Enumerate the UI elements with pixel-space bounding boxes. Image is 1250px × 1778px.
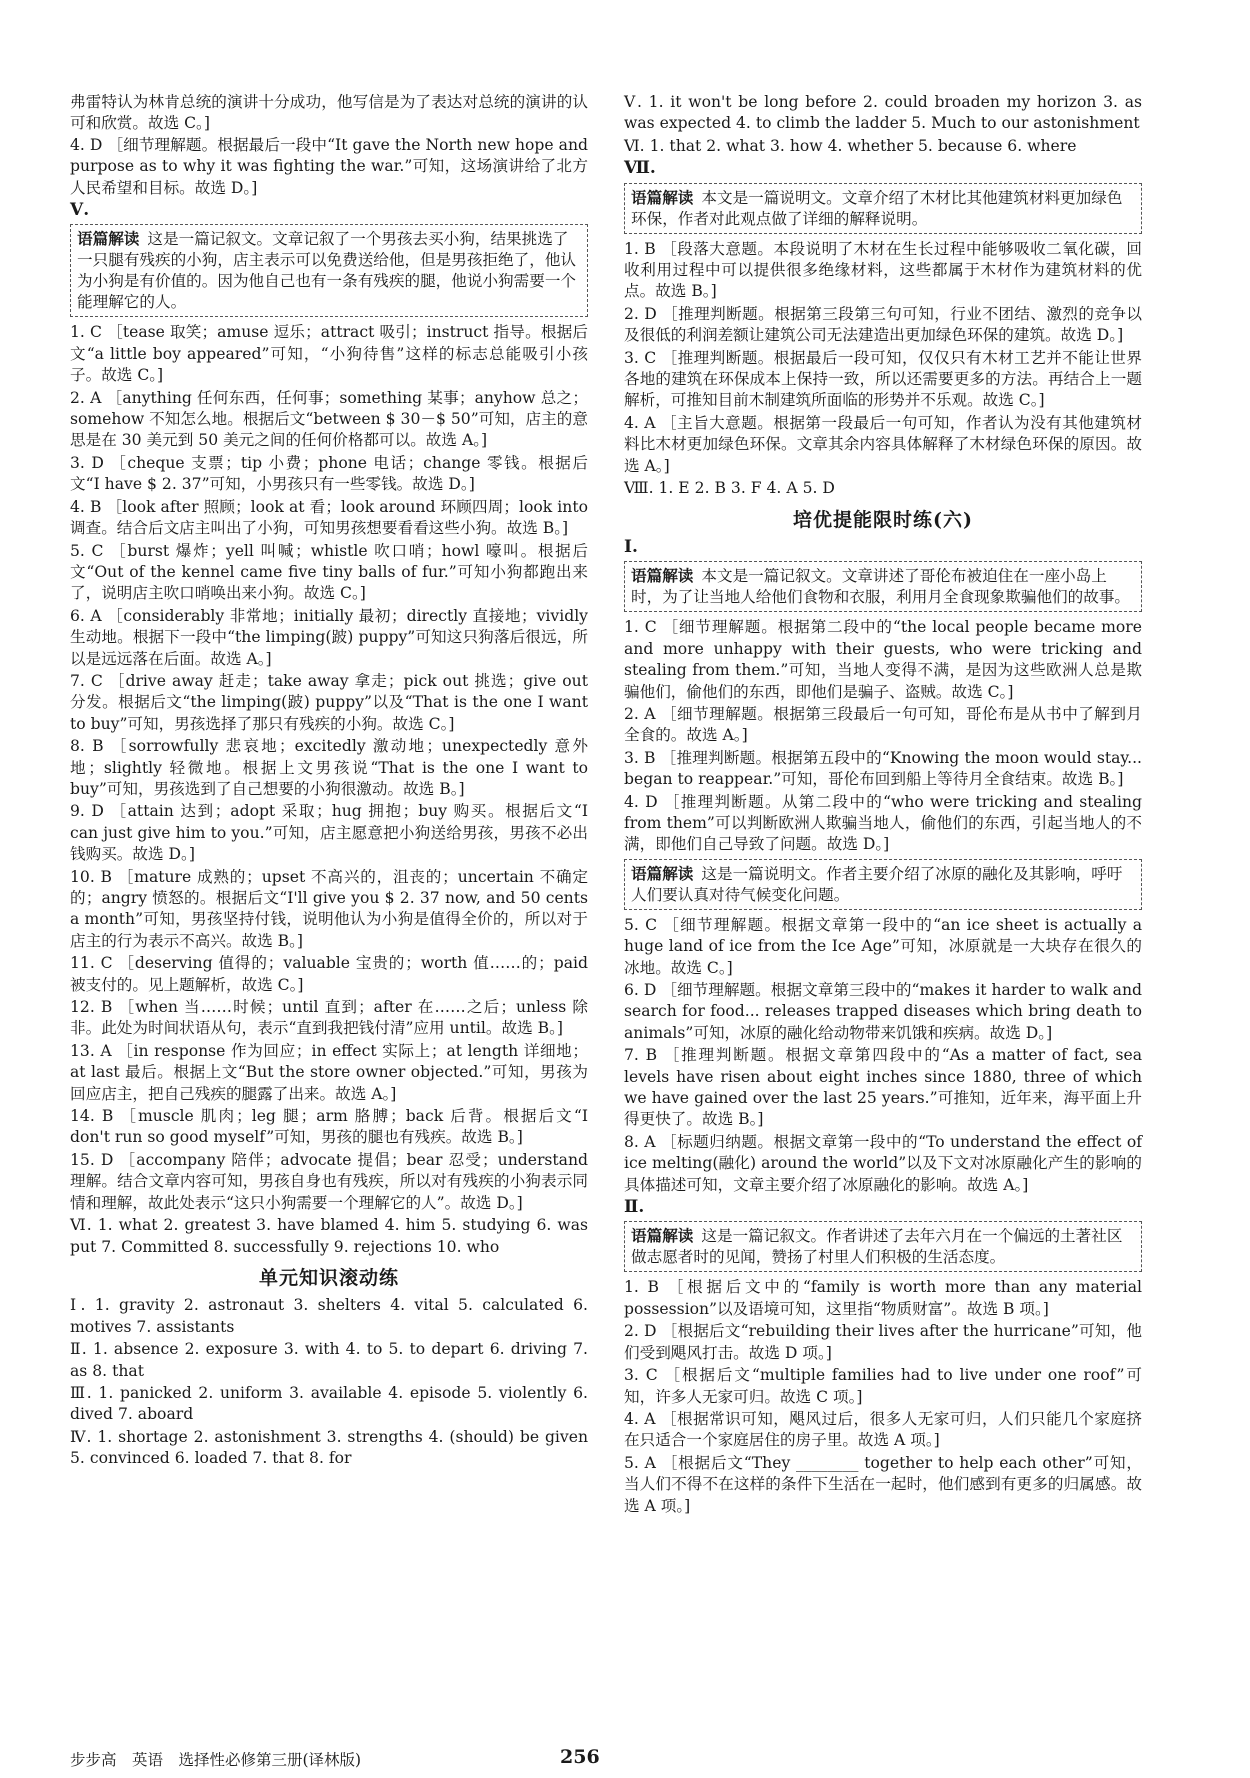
answer-list: Ⅲ. 1. panicked 2. uniform 3. available 4. episode 5. violently 6. dived 7. aboard	[70, 1383, 588, 1424]
answer-item: 3. B ［推理判断题。根据第五段中的“Knowing the moon would stay... began to reappear.”可知，哥伦布回到船上等待月全食结束。故选 B。]	[624, 748, 1142, 789]
reading-box	[624, 1221, 1142, 1272]
section-title: 培优提能限时练(六)	[793, 508, 973, 531]
answer-item: 8. B ［sorrowfully 悲哀地；excitedly 激动地；unexpectedly 意外地；slightly 轻微地。根据上文男孩说“That is the one I want to buy”可知，男孩选到了自己想要的小狗很激动。故选 B。]	[70, 737, 588, 798]
answer-list: Ⅷ. 1. E 2. B 3. F 4. A 5. D	[624, 479, 835, 498]
reading-box	[70, 224, 588, 317]
reading-label: 语篇解读	[631, 566, 694, 586]
answer-item: 1. B ［段落大意题。本段说明了木材在生长过程中能够吸收二氧化碳，回收利用过程中可以提供很多绝缘材料，这些都属于木材作为建筑材料的优点。故选 B。]	[624, 239, 1142, 301]
answer-item: 2. D ［根据后文“rebuilding their lives after the hurricane”可知，他们受到飓风打击。故选 D 项。]	[624, 1322, 1142, 1362]
page-footer	[70, 1748, 1180, 1772]
reading-box	[624, 859, 1142, 910]
answer-list: Ⅵ. 1. what 2. greatest 3. have blamed 4. him 5. studying 6. was put 7. Committed 8. successfully 9. rejections 10. who	[70, 1216, 588, 1256]
answer-item: 1. B ［根据后文中的“family is worth more than any material possession”以及语境可知，这里指“物质财富”。故选 B 项。]	[624, 1278, 1142, 1318]
answer-item: 1. C ［细节理解题。根据第二段中的“the local people became more and more unhappy with their guests, who were tricking and stealing from them.”可知，当地人变得不满，是因为这些欧洲人总是欺骗他们，偷他们的东西，即他们是骗子、盗贼。故选 C。]	[624, 618, 1142, 701]
reading-label: 语篇解读	[631, 187, 694, 207]
answer-item: 11. C ［deserving 值得的；valuable 宝贵的；worth 值……的；paid 被支付的。见上题解析，故选 C。]	[70, 954, 588, 994]
answer-item: 2. A ［anything 任何东西，任何事；something 某事；anyhow 总之；somehow 不知怎么地。根据后文“between $ 30－$ 50”可知，店主的意思是在 30 美元到 50 美元之间的任何价格都可以。故选 A。]	[70, 388, 588, 450]
section-heading: Ⅶ.	[624, 158, 656, 179]
answer-item: 7. C ［drive away 赶走；take away 拿走；pick out 挑选；give out 分发。根据后文“the limping(跛) puppy”以及“That is the one I want to buy”可知，男孩选择了那只有残疾的小狗。故选 C。]	[70, 671, 588, 733]
answer-item: 2. A ［细节理解题。根据第三段最后一句可知，哥伦布是从书中了解到月全食的。故选 A。]	[624, 704, 1142, 745]
answer-item: 5. C ［burst 爆炸；yell 叫喊；whistle 吹口哨；howl 嚎叫。根据后文“Out of the kennel came five tiny balls of fur.”可知小狗都跑出来了，说明店主吹口哨唤出来小狗。故选 C。]	[70, 541, 588, 603]
reading-box	[624, 183, 1142, 234]
section-heading: Ⅱ.	[624, 1197, 645, 1218]
answer-item: 5. A ［根据后文“They ________ together to help each other”可知，当人们不得不在这样的条件下生活在一起时，他们感到有更多的归属感。故选 A 项。]	[624, 1453, 1142, 1515]
answer-list: Ⅰ. 1. gravity 2. astronaut 3. shelters 4. vital 5. calculated 6. motives 7. assistants	[70, 1296, 588, 1336]
answer-list: Ⅵ. 1. that 2. what 3. how 4. whether 5. because 6. where	[624, 136, 1077, 155]
answer-item: 2. D ［推理判断题。根据第三段第三句可知，行业不团结、激烈的竞争以及很低的利润差额让建筑公司无法建造出更加绿色环保的建筑。故选 D。]	[624, 304, 1142, 345]
answer-item: 13. A ［in response 作为回应；in effect 实际上；at length 详细地；at last 最后。根据上文“But the store owner objected.”可知，男孩为回应店主，把自己残疾的腿露了出来。故选 A。]	[70, 1041, 588, 1103]
reading-text: 本文是一篇说明文。文章介绍了木材比其他建筑材料更加绿色环保，作者对此观点做了详细的解释说明。	[631, 188, 1123, 228]
answer-item: 4. A ［主旨大意题。根据第一段最后一句可知，作者认为没有其他建筑材料比木材更加绿色环保。文章其余内容具体解释了木材绿色环保的原因。故选 A。]	[624, 413, 1142, 475]
answer-item: 6. A ［considerably 非常地；initially 最初；directly 直接地；vividly 生动地。根据下一段中“the limping(跛) puppy”可知这只狗落后很远，所以是远远落在后面。故选 A。]	[70, 606, 588, 668]
left-column	[70, 92, 588, 1471]
answer-item: 4. B ［look after 照顾；look at 看；look around 环顾四周；look into 调查。结合后文店主叫出了小狗，可知男孩想要看看这些小狗。故选 B。]	[70, 497, 588, 538]
answer-item: 5. C ［细节理解题。根据文章第一段中的“an ice sheet is actually a huge land of ice from the Ice Age”可知，冰原就是一大块存在很久的冰地。故选 C。]	[624, 915, 1142, 977]
answer-list: Ⅱ. 1. absence 2. exposure 3. with 4. to 5. to depart 6. driving 7. as 8. that	[70, 1340, 588, 1380]
answer-item: 1. C ［tease 取笑；amuse 逗乐；attract 吸引；instruct 指导。根据后文“a little boy appeared”可知，“小狗待售”这样的标志总能吸引小孩子。故选 C。]	[70, 323, 588, 385]
answer-item: 6. D ［细节理解题。根据文章第三段中的“makes it harder to walk and search for food... releases trapped diseases which bring death to animals”可知，冰原的融化给动物带来饥饿和疾病。故选 D。]	[624, 981, 1142, 1042]
reading-label: 语篇解读	[631, 863, 694, 883]
answer-item: 3. C ［根据后文“multiple families had to live under one roof”可知，许多人无家可归。故选 C 项。]	[624, 1366, 1142, 1406]
answer-item: 15. D ［accompany 陪伴；advocate 提倡；bear 忍受；understand 理解。结合文章内容可知，男孩自身也有残疾，所以对有残疾的小狗表示同情和理解，故此处表示“这只小狗需要一个理解它的人”。故选 D。]	[70, 1150, 588, 1212]
answer-item: 9. D ［attain 达到；adopt 采取；hug 拥抱；buy 购买。根据后文“I can just give him to you.”可知，店主愿意把小狗送给男孩，男孩不必出钱购买。故选 D。]	[70, 802, 588, 864]
answer-list: Ⅴ. 1. it won't be long before 2. could broaden my horizon 3. as was expected 4. to climb the ladder 5. Much to our astonishment	[624, 93, 1142, 133]
reading-box	[624, 561, 1142, 612]
page-number: 256	[560, 1746, 600, 1768]
reading-text: 这是一篇记叙文。作者讲述了去年六月在一个偏远的土著社区做志愿者时的见闻，赞扬了村里人们积极的生活态度。	[631, 1227, 1123, 1267]
answer-item: 10. B ［mature 成熟的；upset 不高兴的，沮丧的；uncertain 不确定的；angry 愤怒的。根据后文“I'll give you $ 2. 37 now, and 50 cents a month”可知，男孩坚持付钱，说明他认为小狗是值得全价的，所以对于店主的行为表示不高兴。故选 B。]	[70, 867, 588, 950]
book-title: 步步高 英语 选择性必修第三册(译林版)	[70, 1751, 362, 1769]
reading-text: 这是一篇说明文。作者主要介绍了冰原的融化及其影响，呼吁人们要认真对待气候变化问题。	[631, 864, 1123, 904]
paragraph: 弗雷特认为林肯总统的演讲十分成功，他写信是为了表达对总统的演讲的认可和欣赏。故选 C。]	[70, 93, 588, 133]
section-heading: Ⅰ.	[624, 536, 638, 557]
right-column	[624, 92, 1142, 1518]
answer-item: 3. D ［cheque 支票；tip 小费；phone 电话；change 零钱。根据后文“I have $ 2. 37”可知，小男孩只有一些零钱。故选 D。]	[70, 453, 588, 494]
section-title: 单元知识滚动练	[258, 1266, 399, 1289]
answer-item: 8. A ［标题归纳题。根据文章第一段中的“To understand the effect of ice melting(融化) around the world”以及下文对冰原融化产生的影响的具体描述可知，文章主要介绍了冰原融化的影响。故选 A。]	[624, 1132, 1142, 1194]
reading-label: 语篇解读	[77, 229, 140, 249]
reading-label: 语篇解读	[631, 1226, 694, 1246]
answer-item: 7. B ［推理判断题。根据文章第四段中的“As a matter of fact, sea levels have risen about eight inches since 1880, three of which we have gained over the last 25 years.”可推知，近年来，海平面上升得更快了。故选 B。]	[624, 1046, 1142, 1129]
answer-item: 3. C ［推理判断题。根据最后一段可知，仅仅只有木材工艺并不能让世界各地的建筑在环保成本上保持一致，所以还需要更多的方法。再结合上一题解析，可推知目前木制建筑所面临的形势并不乐观。故选 C。]	[624, 348, 1142, 410]
answer-list: Ⅳ. 1. shortage 2. astonishment 3. strengths 4. (should) be given 5. convinced 6. loaded 7. that 8. for	[70, 1427, 588, 1468]
answer-item: 4. D ［细节理解题。根据最后一段中“It gave the North new hope and purpose as to why it was fighting the war.”可知，这场演讲给了北方人民希望和目标。故选 D。]	[70, 135, 588, 197]
answer-item: 14. B ［muscle 肌肉；leg 腿；arm 胳膊；back 后背。根据后文“I don't run so good myself”可知，男孩的腿也有残疾。故选 B。]	[70, 1107, 588, 1147]
reading-text: 这是一篇记叙文。文章记叙了一个男孩去买小狗，结果挑选了一只腿有残疾的小狗，店主表示可以免费送给他，但是男孩拒绝了，他认为小狗是有价值的。因为他自己也有一条有残疾的腿，他说小狗需要一个能理解它的人。	[77, 230, 577, 312]
answer-item: 12. B ［when 当……时候；until 直到；after 在……之后；unless 除非。此处为时间状语从句，表示“直到我把钱付清”应用 until。故选 B。]	[70, 998, 588, 1038]
reading-text: 本文是一篇记叙文。文章讲述了哥伦布被迫住在一座小岛上时，为了让当地人给他们食物和衣服，利用月全食现象欺骗他们的故事。	[631, 567, 1131, 607]
answer-item: 4. D ［推理判断题。从第二段中的“who were tricking and stealing from them”可以判断欧洲人欺骗当地人，偷他们的东西，引起当地人的不满，即他们自己导致了问题。故选 D。]	[624, 792, 1142, 854]
answer-item: 4. A ［根据常识可知，飓风过后，很多人无家可归，人们只能几个家庭挤在只适合一个家庭居住的房子里。故选 A 项。]	[624, 1409, 1142, 1450]
section-heading: Ⅴ.	[70, 200, 90, 221]
